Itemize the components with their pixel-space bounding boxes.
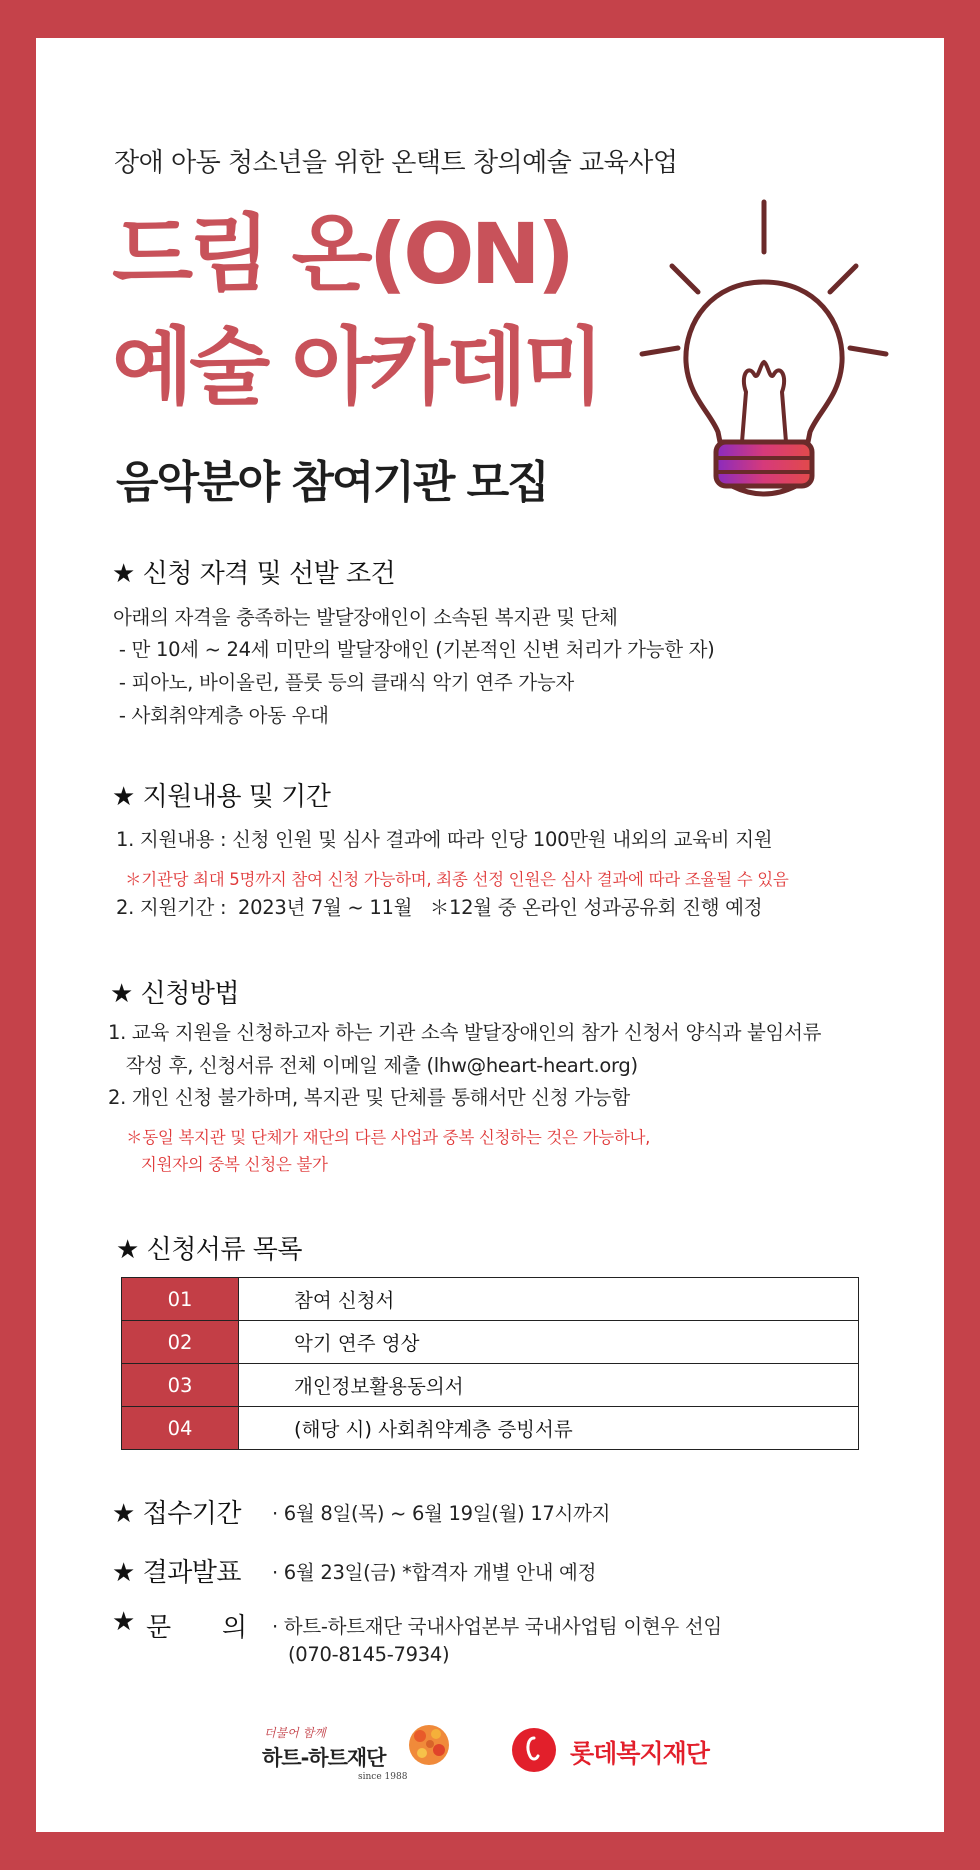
contact-label-b: 의	[222, 1613, 247, 1643]
support-heading: ★ 지원내용 및 기간	[112, 782, 331, 812]
method-note-line-1: ＊동일 복지관 및 단체가 재단의 다른 사업과 중복 신청하는 것은 가능하나,	[126, 1128, 651, 1147]
lotte-emblem-icon	[510, 1726, 558, 1774]
doc-name: (해당 시) 사회취약계층 증빙서류	[239, 1407, 859, 1450]
contact-value-line-1: · 하트-하트재단 국내사업본부 국내사업팀 이현우 선임	[272, 1615, 722, 1638]
subtitle: 장애 아동 청소년을 위한 온택트 창의예술 교육사업	[114, 148, 678, 178]
doc-number: 03	[122, 1364, 239, 1407]
doc-number: 02	[122, 1321, 239, 1364]
documents-table	[121, 1277, 859, 1450]
doc-name: 참여 신청서	[239, 1278, 859, 1321]
lightbulb-icon	[636, 196, 892, 508]
heart-mosaic-icon	[406, 1722, 452, 1768]
support-item-1: 1. 지원내용 : 신청 인원 및 심사 결과에 따라 인당 100만원 내외의 교육비 지원	[116, 828, 773, 851]
heart-heart-logo	[258, 1722, 458, 1790]
table-row	[122, 1321, 859, 1364]
documents-heading: ★ 신청서류 목록	[116, 1235, 303, 1265]
result-label: ★ 결과발표	[112, 1558, 242, 1588]
result-value: · 6월 23일(금) *합격자 개별 안내 예정	[272, 1561, 597, 1584]
logo-name: 하트-하트재단	[262, 1746, 386, 1770]
contact-label-star: ★	[112, 1607, 135, 1637]
title-line-2: 예술 아카데미	[112, 318, 601, 416]
table-row	[122, 1278, 859, 1321]
method-item-2: 2. 개인 신청 불가하며, 복지관 및 단체를 통해서만 신청 가능함	[108, 1086, 630, 1109]
lotte-logo	[510, 1722, 750, 1778]
receipt-value: · 6월 8일(목) ~ 6월 19일(월) 17시까지	[272, 1502, 611, 1525]
receipt-label: ★ 접수기간	[112, 1499, 242, 1529]
eligibility-item: - 사회취약계층 아동 우대	[113, 704, 329, 727]
method-item-1-line-1: 1. 교육 지원을 신청하고자 하는 기관 소속 발달장애인의 참가 신청서 양식과 붙임서류	[108, 1021, 822, 1044]
method-heading: ★ 신청방법	[110, 979, 240, 1009]
doc-name: 악기 연주 영상	[239, 1321, 859, 1364]
eligibility-item: - 만 10세 ~ 24세 미만의 발달장애인 (기본적인 신변 처리가 가능한 자)	[113, 638, 715, 661]
title-line-1: 드림 온(ON)	[112, 205, 572, 303]
title-line-3: 음악분야 참여기관 모집	[116, 457, 548, 508]
lotte-name: 롯데복지재단	[570, 1739, 709, 1768]
eligibility-item: - 피아노, 바이올린, 플룻 등의 클래식 악기 연주 가능자	[113, 671, 574, 694]
table-row	[122, 1364, 859, 1407]
doc-name: 개인정보활용동의서	[239, 1364, 859, 1407]
method-item-1-line-2: 작성 후, 신청서류 전체 이메일 제출 (lhw@heart-heart.org)	[108, 1054, 638, 1077]
logo-tagline: 더불어 함께	[264, 1726, 326, 1740]
support-item-2: 2. 지원기간 : 2023년 7월 ~ 11월 ＊12월 중 온라인 성과공유회 진행 예정	[116, 896, 763, 919]
method-note-line-2: 지원자의 중복 신청은 불가	[126, 1155, 328, 1174]
table-row	[122, 1407, 859, 1450]
doc-number: 01	[122, 1278, 239, 1321]
eligibility-intro: 아래의 자격을 충족하는 발달장애인이 소속된 복지관 및 단체	[113, 606, 618, 629]
support-note: ＊기관당 최대 5명까지 참여 신청 가능하며, 최종 선정 인원은 심사 결과에 따라 조율될 수 있음	[125, 870, 789, 889]
doc-number: 04	[122, 1407, 239, 1450]
contact-value-line-2: (070-8145-7934)	[288, 1643, 450, 1666]
eligibility-heading: ★ 신청 자격 및 선발 조건	[112, 559, 396, 589]
logo-since: since 1988	[358, 1772, 408, 1782]
contact-label-a: 문	[146, 1613, 171, 1643]
